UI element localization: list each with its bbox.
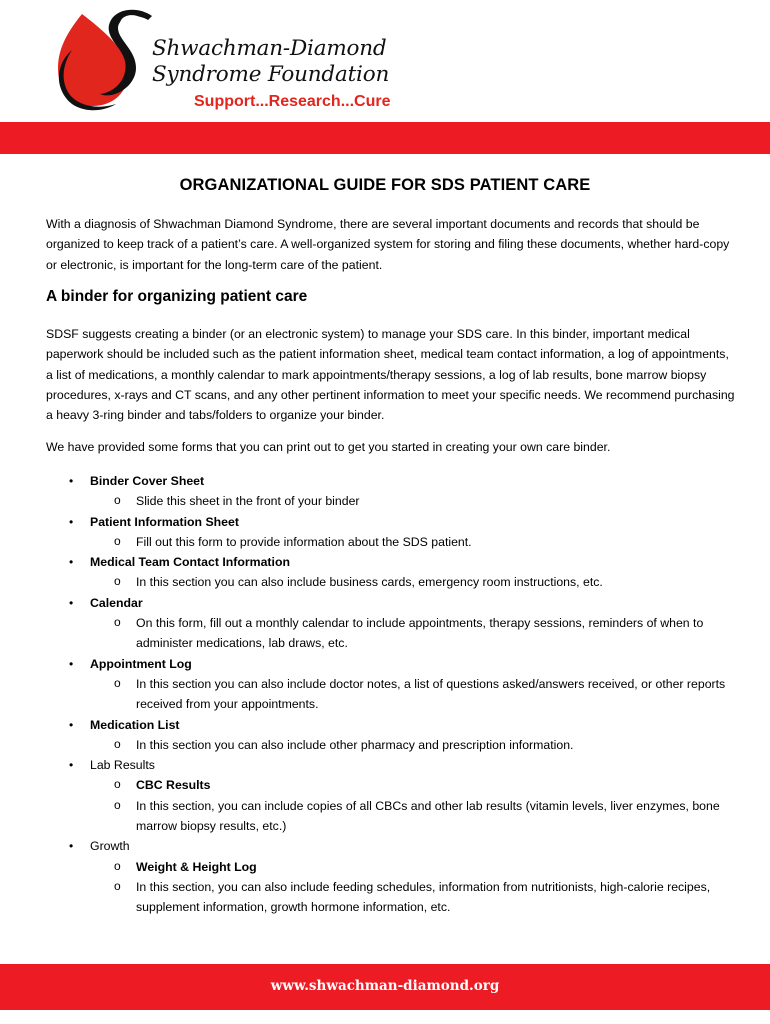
section-heading: A binder for organizing patient care <box>46 288 308 305</box>
sub-item <box>46 877 736 918</box>
sub-item-text: Slide this sheet in the front of your binder <box>136 494 360 509</box>
sub-item <box>46 674 736 715</box>
sub-item <box>46 775 736 795</box>
forms-list <box>46 471 736 918</box>
bullet-icon: • <box>69 839 74 854</box>
sdsf-logo <box>46 6 426 114</box>
sub-bullet-icon: o <box>114 574 121 589</box>
bullet-icon: • <box>69 758 74 773</box>
list-item-label: Patient Information Sheet <box>90 514 239 529</box>
sub-item <box>46 796 736 837</box>
list-item-medical-team-contact <box>46 552 736 572</box>
sub-item-text: Fill out this form to provide information about the SDS patient. <box>136 534 472 549</box>
sub-bullet-icon: o <box>114 533 121 548</box>
bullet-icon: • <box>69 514 74 529</box>
sub-item <box>46 613 736 654</box>
list-item-appointment-log <box>46 654 736 674</box>
sub-item-text: CBC Results <box>136 778 211 793</box>
foundation-name <box>152 36 389 88</box>
sub-item-text: In this section you can also include doctor notes, a list of questions asked/answers received, or other reports received from your appointments. <box>136 676 726 712</box>
bullet-icon: • <box>69 717 74 732</box>
sub-item <box>46 532 736 552</box>
list-item-calendar <box>46 593 736 613</box>
foundation-tagline: Support...Research...Cure <box>194 93 391 110</box>
forms-intro-paragraph: We have provided some forms that you can print out to get you started in creating your own care binder. <box>46 440 611 454</box>
bullet-icon: • <box>69 595 74 610</box>
foundation-name-line1: Shwachman-Diamond <box>152 36 387 61</box>
sub-bullet-icon: o <box>114 777 121 792</box>
intro-paragraph: With a diagnosis of Shwachman Diamond Syndrome, there are several important documents and records that should be organized to keep track of a patient’s care. A well-organized system for storing and filing these documents, whether hard-copy or electronic, is important for the long-term care of the patient. <box>46 217 730 272</box>
footer-website-link[interactable]: www.shwachman-diamond.org <box>270 978 500 994</box>
list-item-growth <box>46 836 736 856</box>
sub-bullet-icon: o <box>114 675 121 690</box>
header-red-band <box>0 122 770 154</box>
list-item-label: Appointment Log <box>90 656 192 671</box>
bullet-icon: • <box>69 474 74 488</box>
list-item-label: Calendar <box>90 595 143 610</box>
sub-item <box>46 491 736 511</box>
bullet-icon: • <box>69 656 74 671</box>
sub-item-text: In this section, you can also include feeding schedules, information from nutritionists, high-calorie recipes, supplement information, growth hormone information, etc. <box>136 879 711 915</box>
list-item-binder-cover-sheet <box>46 471 736 491</box>
list-item-medication-list <box>46 715 736 735</box>
list-item-label: Medical Team Contact Information <box>90 555 290 570</box>
sub-item-text: In this section, you can include copies of all CBCs and other lab results (vitamin levels, liver enzymes, bone marrow biopsy results, etc.) <box>136 798 720 834</box>
sub-bullet-icon: o <box>114 797 121 812</box>
list-item-label: Growth <box>90 839 130 854</box>
list-item-label: Medication List <box>90 717 180 732</box>
sub-bullet-icon: o <box>114 493 121 508</box>
sub-bullet-icon: o <box>114 858 121 873</box>
binder-paragraph: SDSF suggests creating a binder (or an electronic system) to manage your SDS care. In this binder, important medical paperwork should be included such as the patient information sheet, medical team contact information, a log of appointments, a list of medications, a monthly calendar to mark appointments/therapy sessions, a log of lab results, bone marrow biopsy procedures, x-rays and CT scans, and any other pertinent information to meet your specific needs. We recommend purchasing a heavy 3-ring binder and tabs/folders to organize your binder. <box>46 327 735 423</box>
sub-item <box>46 735 736 755</box>
sdsf-logo-mark-icon <box>46 6 156 114</box>
sub-item-text: On this form, fill out a monthly calendar to include appointments, therapy sessions, reminders of when to administer medications, lab draws, etc. <box>136 616 704 651</box>
sub-item-text: Weight & Height Log <box>136 859 257 874</box>
sub-item <box>46 572 736 592</box>
bullet-icon: • <box>69 555 74 570</box>
foundation-name-line2: Syndrome Foundation <box>152 62 390 87</box>
page-title: ORGANIZATIONAL GUIDE FOR SDS PATIENT CARE <box>179 176 591 194</box>
list-item-lab-results <box>46 755 736 775</box>
sub-item-text: In this section you can also include other pharmacy and prescription information. <box>136 737 574 752</box>
list-item-patient-information-sheet <box>46 512 736 532</box>
sub-bullet-icon: o <box>114 736 121 751</box>
sub-bullet-icon: o <box>114 615 121 630</box>
sub-bullet-icon: o <box>114 878 121 893</box>
sub-item-text: In this section you can also include business cards, emergency room instructions, etc. <box>136 575 603 590</box>
list-item-label: Lab Results <box>90 758 155 773</box>
list-item-label: Binder Cover Sheet <box>90 474 205 488</box>
sub-item <box>46 857 736 877</box>
